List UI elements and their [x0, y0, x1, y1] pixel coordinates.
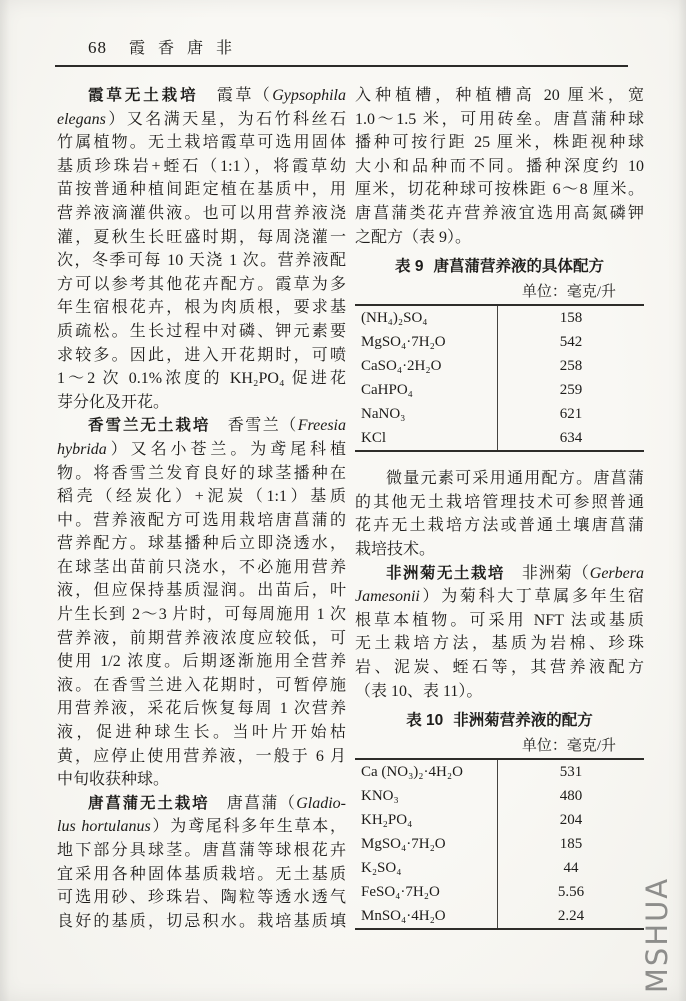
table-10-title: [355, 708, 644, 734]
text-line: [57, 249, 346, 273]
text-run: 唐菖蒲类花卉营养液宜选用高氮磷钾: [355, 204, 644, 222]
table-row: [355, 808, 644, 832]
text-run: 根草本植物。可采用 NFT 法或基质: [355, 611, 644, 629]
text-line: [57, 556, 346, 580]
concentration-value: 621: [497, 402, 644, 426]
text-run: 的其他无土栽培管理技术可参照普通: [355, 493, 644, 511]
text-line: [57, 178, 346, 202]
text-run: 质疏松。生长过程中对磷、钾元素要: [57, 322, 346, 340]
compound-formula: Ca (NO₃)₂·4H₂O: [361, 764, 463, 781]
compound-formula: KH₂PO₄: [361, 812, 413, 829]
text-line: [57, 745, 346, 769]
compound-formula: NaNO₃: [361, 406, 406, 423]
concentration-value: 44: [497, 856, 644, 880]
trace-elements-paragraph: [355, 467, 644, 561]
table-10-label: 表 10: [406, 712, 444, 730]
text-line: [355, 632, 644, 656]
text-run: 微量元素可采用通用配方。唐菖蒲: [386, 470, 644, 488]
text-run: 香雪兰（: [210, 417, 298, 435]
page-header: [88, 37, 245, 59]
text-run: 苗按普通种植间距定植在基质中，用: [57, 181, 346, 199]
text-run: 无土栽培方法，基质为岩棉、珍珠: [355, 635, 644, 653]
compound-formula: KCl: [361, 430, 387, 447]
text-line: [355, 467, 644, 491]
text-run: 厘米，切花种球可按株距 6～8 厘米。: [355, 181, 644, 199]
compound-formula: CaSO₄·2H₂O: [361, 358, 442, 375]
text-line: [57, 697, 346, 721]
text-line: [57, 721, 346, 745]
text-line: [57, 627, 346, 651]
text-line: [57, 438, 346, 462]
latin-species-name: Gypsophila: [272, 87, 346, 104]
table-row: [355, 426, 644, 450]
latin-species-name: hybrida: [57, 440, 107, 458]
latin-species-name: Gladio-: [296, 794, 346, 812]
text-run: 黄，应停止使用营养液，一般于 6 月: [57, 747, 346, 765]
table-10-block: [355, 708, 644, 930]
text-line: [57, 650, 346, 674]
text-line: [57, 131, 346, 155]
text-line: [57, 532, 346, 556]
text-line: [57, 391, 346, 415]
table-row: [355, 880, 644, 904]
section-heading: 唐菖蒲无土栽培: [88, 794, 210, 812]
table-row: [355, 378, 644, 402]
text-run: 之配方（表 9）。: [355, 228, 472, 246]
text-run: 片生长到 2～3 片时，可每周施用 1 次: [57, 606, 346, 624]
latin-species-name: Freesia: [297, 417, 346, 435]
text-line: [57, 367, 346, 391]
concentration-value: 158: [497, 306, 644, 330]
text-line: [57, 226, 346, 250]
text-line: [355, 491, 644, 515]
section-heading: 香雪兰无土栽培: [88, 417, 211, 435]
text-run: 栽培技术。: [355, 540, 436, 558]
text-run: 中。营养液配方可选用栽培唐菖蒲的: [57, 511, 346, 529]
text-run: 年生宿根花卉，根为肉质根，要求基: [57, 299, 346, 317]
compound-formula: FeSO₄·7H₂O: [361, 884, 440, 901]
text-line: [57, 320, 346, 344]
latin-species-name: elegans: [57, 110, 106, 128]
concentration-value: 5.56: [497, 880, 644, 904]
text-run: 使用 1/2 浓度。后期逐渐施用全营养: [57, 653, 346, 671]
latin-species-name: Jamesonii: [355, 588, 420, 606]
table-10-unit: 单位：毫克/升: [521, 738, 616, 755]
text-line: [57, 273, 346, 297]
text-run: 基质珍珠岩+蛭石（1:1），将霞草幼: [57, 157, 346, 175]
text-run: 宜采用各种固体基质栽培。无土基质: [57, 865, 346, 883]
text-run: 地下部分具球茎。唐菖蒲等球根花卉: [57, 842, 346, 859]
text-line: [355, 178, 644, 202]
compound-formula: MnSO₄·4H₂O: [361, 908, 446, 925]
table-10: [355, 758, 644, 930]
text-run: 花卉无土栽培方法或普通土壤唐菖蒲: [355, 517, 644, 535]
text-run: 可选用砂、珍珠岩、陶粒等透水透气: [57, 889, 346, 907]
compound-formula: MgSO₄·7H₂O: [361, 334, 446, 351]
text-line: [355, 108, 644, 132]
table-row: [355, 904, 644, 928]
text-run: 1.0～1.5 米，可用砖垒。唐菖蒲种球: [355, 110, 644, 128]
text-run: 霞草（: [198, 87, 273, 104]
text-line: [57, 509, 346, 533]
concentration-value: 634: [497, 426, 644, 450]
text-run: 入种植槽，种植槽高 20 厘米，宽: [355, 87, 644, 104]
text-line: [57, 414, 346, 438]
text-run: 中旬收获种球。: [57, 771, 170, 789]
text-line: [355, 562, 644, 586]
text-line: [57, 815, 346, 839]
text-line: [57, 155, 346, 179]
text-run: 营养液滴灌供液。也可以用营养液浇: [57, 204, 346, 222]
latin-species-name: Gerbera: [589, 564, 644, 582]
text-run: 唐菖蒲（: [209, 794, 297, 812]
right-column: [355, 84, 644, 930]
text-run: 在球茎出苗前只浇水，不必施用营养: [57, 558, 346, 576]
running-title: 霞香唐非: [129, 40, 246, 57]
text-line: [57, 579, 346, 603]
text-line: [355, 226, 644, 250]
text-line: [57, 344, 346, 368]
text-run: ）为鸢尾科多年生草本，: [150, 818, 346, 836]
table-10-caption: 非洲菊营养液的配方: [453, 712, 593, 730]
text-line: [355, 202, 644, 226]
table-9-unit: 单位：毫克/升: [521, 284, 616, 301]
text-run: 1～2 次 0.1%浓度的 KH₂PO₄ 促进花: [57, 370, 346, 388]
text-run: 液，促进种球生长。当叶片开始枯: [57, 724, 346, 742]
table-row: [355, 330, 644, 354]
concentration-value: 259: [497, 378, 644, 402]
table-row: [355, 832, 644, 856]
text-run: （表 10、表 11）。: [355, 682, 483, 700]
table-row: [355, 784, 644, 808]
table-9-title: [355, 254, 644, 280]
text-line: [355, 131, 644, 155]
compound-formula: KNO₃: [361, 788, 399, 805]
text-run: ）为菊科大丁草属多年生宿: [419, 588, 644, 606]
text-run: 液，但应保持基质湿润。出苗后，叶: [57, 582, 346, 600]
text-run: ）又名满天星，为石竹科丝石: [105, 110, 346, 128]
text-run: 营养配方。球基播种后立即浇透水，: [57, 535, 346, 553]
text-run: 大小和品种而不同。播种深度约 10: [355, 157, 644, 175]
concentration-value: 258: [497, 354, 644, 378]
page-number: 68: [88, 38, 107, 57]
latin-species-name: lus hortulanus: [57, 818, 151, 836]
concentration-value: 480: [497, 784, 644, 808]
table-9-block: [355, 254, 644, 452]
text-line: [57, 886, 346, 910]
section-heading: 霞草无土栽培: [88, 87, 199, 104]
text-line: [57, 202, 346, 226]
watermark: MSHUA: [640, 876, 674, 994]
table-row: [355, 856, 644, 880]
text-line: [57, 839, 346, 863]
text-line: [355, 585, 644, 609]
text-line: [355, 84, 644, 108]
text-run: ）又名小苍兰。为鸢尾科植: [106, 440, 346, 458]
text-run: 方可以参考其他花卉配方。霞草为多: [57, 275, 346, 293]
section-heading: 非洲菊无土栽培: [386, 564, 505, 582]
text-run: 非洲菊（: [504, 564, 590, 582]
compound-formula: K₂SO₄: [361, 860, 402, 877]
table-row: [355, 760, 644, 784]
concentration-value: 542: [497, 330, 644, 354]
table-9: [355, 304, 644, 452]
text-line: [57, 768, 346, 792]
text-run: 用营养液，采花后恢复每周 1 次营养: [57, 700, 346, 718]
text-line: [57, 485, 346, 509]
compound-formula: CaHPO₄: [361, 382, 413, 399]
text-line: [355, 155, 644, 179]
text-line: [355, 656, 644, 680]
text-run: 次，冬季可每 10 天浇 1 次。营养液配: [57, 252, 346, 270]
text-line: [355, 680, 644, 704]
text-line: [57, 462, 346, 486]
text-run: 求较多。因此，进入开花期时，可喷: [57, 346, 346, 364]
text-run: 液。在香雪兰进入花期时，可暂停施: [57, 676, 346, 694]
text-line: [57, 108, 346, 132]
text-line: [355, 514, 644, 538]
text-line: [57, 674, 346, 698]
gladiolus-planting-paragraph: [355, 84, 644, 249]
table-9-label: 表 9: [395, 258, 424, 276]
compound-formula: (NH₄)₂SO₄: [361, 310, 428, 327]
text-line: [355, 609, 644, 633]
header-rule: [55, 65, 628, 67]
text-run: 营养液，前期营养液浓度应较低，可: [57, 629, 346, 647]
text-line: [57, 296, 346, 320]
concentration-value: 204: [497, 808, 644, 832]
text-run: 竹属植物。无土栽培霞草可选用固体: [57, 134, 346, 152]
table-row: [355, 402, 644, 426]
text-line: [57, 910, 346, 934]
text-run: 良好的基质，切忌积水。栽培基质填: [57, 912, 346, 930]
table-row: [355, 306, 644, 330]
left-column: [57, 84, 346, 933]
text-line: [57, 603, 346, 627]
table-9-caption: 唐菖蒲营养液的具体配方: [433, 258, 604, 276]
concentration-value: 531: [497, 760, 644, 784]
text-line: [355, 538, 644, 562]
text-line: [57, 863, 346, 887]
text-run: 播种可按行距 25 厘米，株距视种球: [355, 134, 644, 152]
concentration-value: 2.24: [497, 904, 644, 928]
text-run: 芽分化及开花。: [57, 393, 170, 411]
text-run: 岩、泥炭、蛭石等，其营养液配方: [355, 658, 644, 676]
gerbera-paragraph: [355, 562, 644, 704]
concentration-value: 185: [497, 832, 644, 856]
text-run: 物。将香雪兰发育良好的球茎播种在: [57, 464, 346, 482]
text-line: [57, 792, 346, 816]
table-row: [355, 354, 644, 378]
compound-formula: MgSO₄·7H₂O: [361, 836, 446, 853]
text-line: [57, 84, 346, 108]
text-run: 灌，夏秋生长旺盛时期，每周浇灌一: [57, 228, 346, 246]
text-run: 稻壳（经炭化）+泥炭（1:1）基质: [57, 488, 346, 506]
